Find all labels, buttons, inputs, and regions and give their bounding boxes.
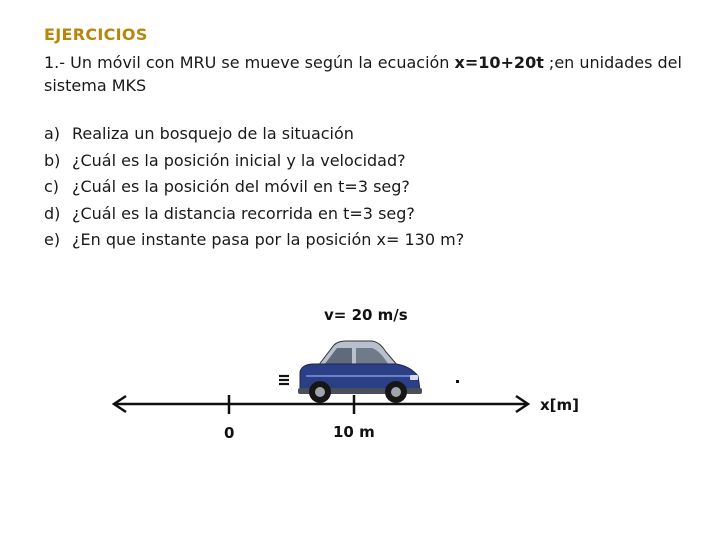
question-text: ¿Cuál es la distancia recorrida en t=3 seg? (72, 203, 415, 223)
axis-label: x[m] (540, 396, 580, 414)
exercise-title: EJERCICIOS (44, 25, 148, 44)
question-letter: a) (44, 124, 61, 143)
car-icon (298, 341, 422, 403)
question-text: ¿Cuál es la posición inicial y la velocidad? (72, 150, 406, 170)
motion-equation: x=10+20t (454, 53, 544, 72)
question-letter: c) (44, 177, 60, 196)
problem-text-after: ;en unidades del sistema MKS (44, 53, 682, 95)
marker-dot (456, 380, 459, 383)
problem-text-before: 1.- Un móvil con MRU se mueve según la ecuación (44, 53, 455, 72)
question-text: Realiza un bosquejo de la situación (72, 124, 354, 143)
speed-lines-icon (279, 376, 289, 384)
question-letter: d) (44, 203, 61, 223)
velocity-label: v= 20 m/s (324, 306, 408, 324)
question-letter: b) (44, 150, 61, 170)
question-text: ¿Cuál es la posición del móvil en t=3 seg? (72, 177, 410, 196)
tick-label-origin: 0 (224, 424, 235, 442)
tick-label-10m: 10 m (333, 423, 375, 441)
question-letter: e) (44, 230, 61, 249)
question-text: ¿En que instante pasa por la posición x= 130 m? (72, 230, 465, 249)
